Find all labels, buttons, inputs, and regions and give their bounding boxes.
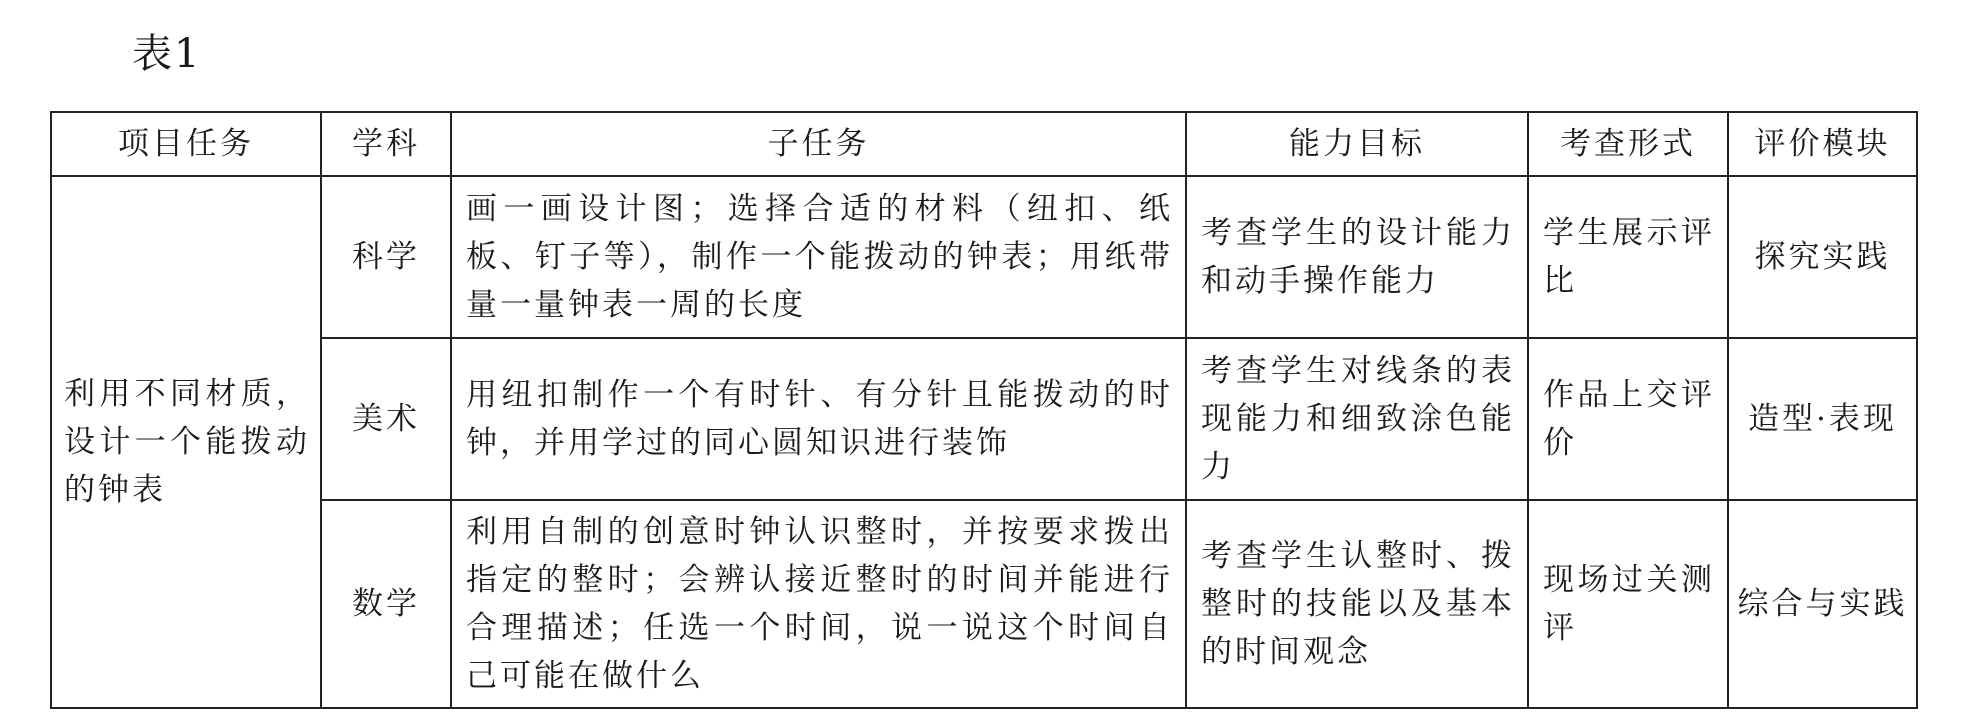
evaluation-cell: 综合与实践 — [1728, 500, 1917, 708]
ability-cell: 考查学生认整时、拨整时的技能以及基本的时间观念 — [1186, 500, 1528, 708]
table-row — [51, 176, 1917, 338]
project-task-cell: 利用不同材质，设计一个能拨动的钟表 — [51, 176, 321, 708]
subtask-cell: 利用自制的创意时钟认识整时，并按要求拨出指定的整时；会辨认接近整时的时间并能进行合理描述；任选一个时间，说一说这个时间自己可能在做什么 — [451, 500, 1186, 708]
assessment-table — [50, 111, 1918, 709]
form-cell: 现场过关测评 — [1528, 500, 1728, 708]
subject-cell: 美术 — [321, 338, 451, 500]
table-header-row — [51, 112, 1917, 176]
table-row — [51, 500, 1917, 708]
subtask-cell: 用纽扣制作一个有时针、有分针且能拨动的时钟，并用学过的同心圆知识进行装饰 — [451, 338, 1186, 500]
evaluation-cell: 探究实践 — [1728, 176, 1917, 338]
evaluation-cell: 造型·表现 — [1728, 338, 1917, 500]
ability-cell: 考查学生的设计能力和动手操作能力 — [1186, 176, 1528, 338]
form-cell: 作品上交评价 — [1528, 338, 1728, 500]
table-row — [51, 338, 1917, 500]
subject-cell: 科学 — [321, 176, 451, 338]
header-subject: 学科 — [321, 112, 451, 176]
table-caption: 表1 — [132, 31, 202, 77]
header-evaluation-module: 评价模块 — [1728, 112, 1917, 176]
header-project-task: 项目任务 — [51, 112, 321, 176]
subtask-cell: 画一画设计图；选择合适的材料（纽扣、纸板、钉子等），制作一个能拨动的钟表；用纸带量一量钟表一周的长度 — [451, 176, 1186, 338]
header-ability-goal: 能力目标 — [1186, 112, 1528, 176]
header-subtask: 子任务 — [451, 112, 1186, 176]
ability-cell: 考查学生对线条的表现能力和细致涂色能力 — [1186, 338, 1528, 500]
header-assessment-form: 考查形式 — [1528, 112, 1728, 176]
subject-cell: 数学 — [321, 500, 451, 708]
form-cell: 学生展示评比 — [1528, 176, 1728, 338]
